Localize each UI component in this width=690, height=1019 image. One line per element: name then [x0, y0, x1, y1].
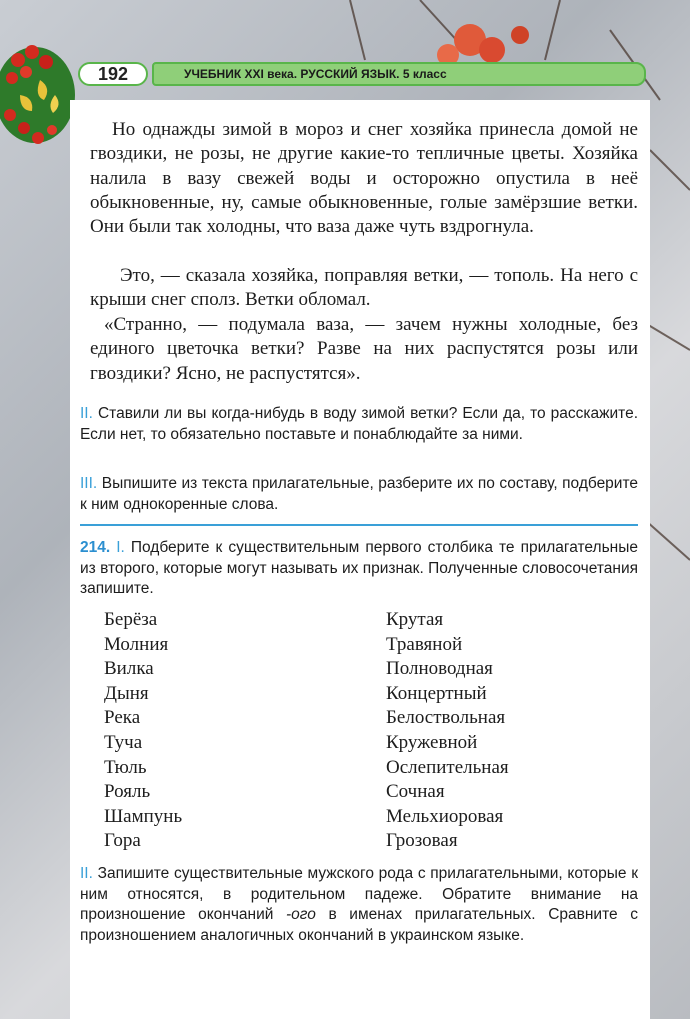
book-title: УЧЕБНИК XXI века. РУССКИЙ ЯЗЫК. 5 класс [184, 67, 447, 81]
task-214-part-2 [80, 864, 638, 946]
adjective-word: Мельхиоровая [386, 805, 504, 827]
task-214-part-1 [80, 538, 638, 600]
noun-word: Вилка [104, 658, 154, 680]
roman-numeral-2: II. [80, 405, 93, 422]
task-213-part-3 [80, 474, 638, 515]
word-row [104, 731, 624, 756]
rowan-berries-icon [437, 24, 529, 66]
word-row [104, 829, 624, 854]
page-number: 192 [78, 62, 148, 86]
word-row [104, 805, 624, 830]
noun-word: Шампунь [104, 805, 183, 827]
word-row [104, 706, 624, 731]
adjective-word: Кружевной [386, 731, 478, 753]
roman-numeral-2: II. [80, 865, 93, 882]
noun-word: Дыня [104, 682, 149, 704]
adjective-word: Травяной [386, 633, 463, 655]
adjective-word: Крутая [386, 609, 444, 630]
story-paragraph-1: Но однажды зимой в мороз и снег хозяйка принесла домой не гвоздики, не розы, не другие какие-то тепличные цветы. Хозяйка налила в вазу свежей воды и осторожно опустила в неё обыкновенные, ну, самые обыкновенные, голые замёрзшие ветки. Они были так холодны, что ваза даже чуть вздрогнула. [90, 119, 638, 238]
noun-word: Молния [104, 633, 169, 655]
word-row [104, 682, 624, 707]
noun-word: Река [104, 707, 141, 729]
task-214-part-1-text: Подберите к существительным первого столбика те прилагательные из второго, которые могут называть их признак. Полученные словосочетания запишите. [80, 539, 638, 597]
book-title-bar [152, 62, 646, 86]
word-columns [104, 608, 624, 854]
adjective-word: Белоствольная [386, 707, 506, 729]
task-213-part-2 [80, 404, 638, 445]
task-213-part-3-text: Выпишите из текста прилагательные, разберите их по составу, подберите к ним однокоренные слова. [80, 475, 639, 513]
task-number: 214. [80, 539, 111, 556]
noun-word: Рояль [104, 781, 151, 803]
adjective-word: Концертный [386, 682, 487, 704]
task-213-part-2-text: Ставили ли вы когда-нибудь в воду зимой ветки? Если да, то расскажите. Если нет, то обязательно поставьте и понаблюдайте за ними. [80, 405, 638, 443]
section-divider [80, 524, 638, 526]
word-row [104, 608, 624, 633]
roman-numeral-1: I. [116, 539, 125, 556]
adjective-word: Сочная [386, 781, 445, 803]
word-row [104, 657, 624, 682]
adjective-word: Ослепительная [386, 756, 509, 778]
word-row [104, 633, 624, 658]
page-header [78, 62, 646, 86]
word-row [104, 756, 624, 781]
task-214-part-2-text-b: в именах прилагательных. Сравните с произношением аналогичных окончаний в украинском языке. [80, 906, 638, 944]
adjective-word: Грозовая [386, 830, 458, 852]
story-paragraph-2: Это, — сказала хозяйка, поправляя ветки, — тополь. На него с крыши снег сполз. Ветки обломал. [90, 265, 638, 311]
ending-example: -ого [286, 906, 316, 923]
roman-numeral-3: III. [80, 475, 98, 492]
task-214-part-2-text-a: Запишите существительные мужского рода с прилагательными, которые к ним относятся, в родительном падеже. Обратите внимание на произношение окончаний [80, 865, 638, 923]
noun-word: Берёза [104, 609, 158, 630]
noun-word: Туча [104, 731, 143, 753]
khokhloma-ornament-icon [0, 45, 75, 144]
noun-word: Тюль [104, 756, 147, 778]
adjective-word: Полноводная [386, 658, 493, 680]
story-paragraph-3: «Странно, — подумала ваза, — зачем нужны холодные, без единого цветочка ветки? Разве на них распустятся розы или гвоздики? Ясно, не распустятся». [90, 314, 638, 384]
word-row [104, 780, 624, 805]
noun-word: Гора [104, 830, 141, 852]
